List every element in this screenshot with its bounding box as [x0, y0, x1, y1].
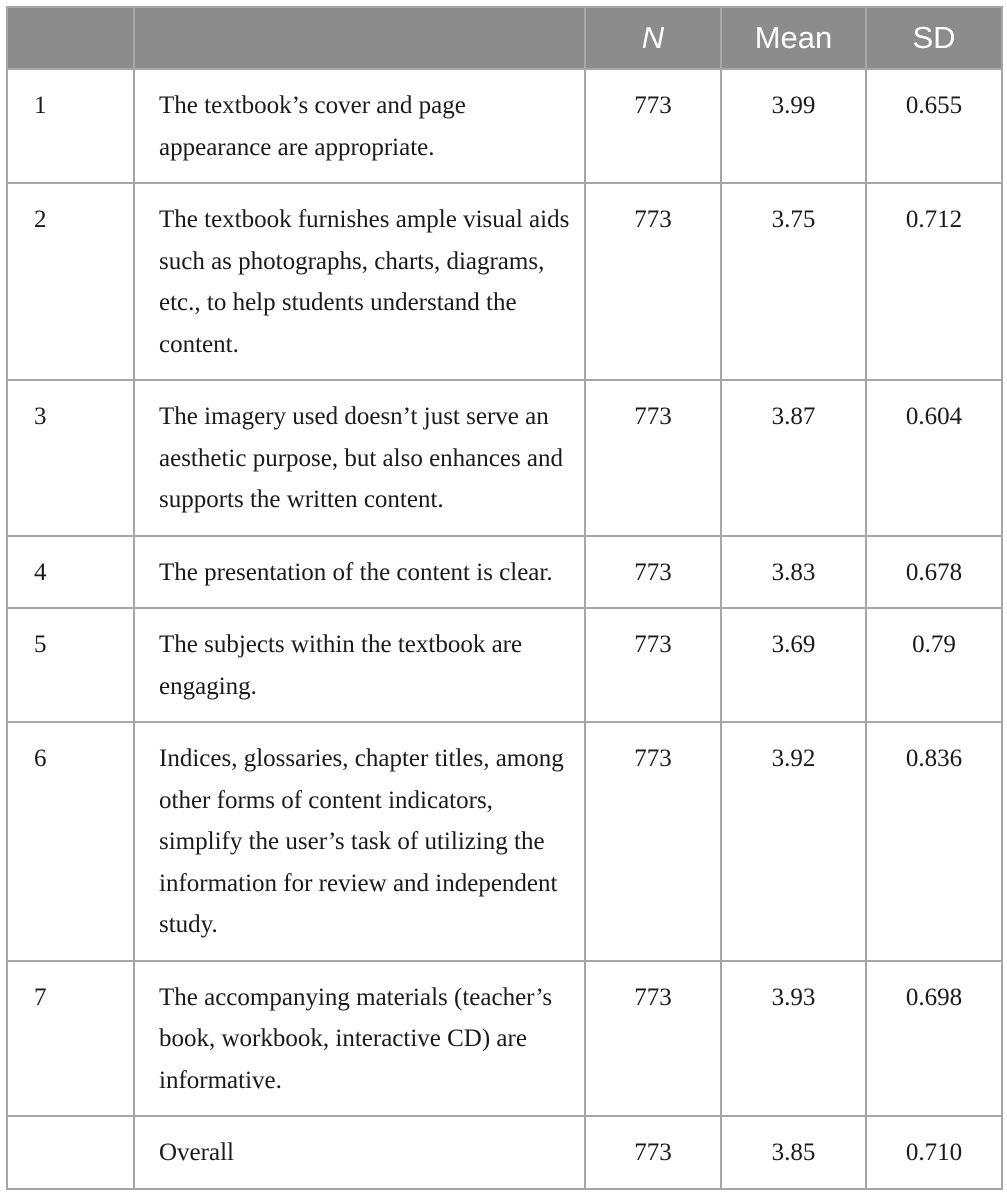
row-mean: 3.75: [721, 183, 866, 380]
table-row: [7, 608, 1002, 722]
row-number: [7, 1116, 134, 1189]
row-n: 773: [585, 608, 721, 722]
overall-row: [7, 1116, 1002, 1189]
row-n: 773: [585, 1116, 721, 1189]
row-number: 3: [7, 380, 134, 536]
row-n: 773: [585, 536, 721, 609]
header-sd: SD: [866, 7, 1002, 69]
row-sd: 0.836: [866, 722, 1002, 961]
table-row: [7, 536, 1002, 609]
table-row: [7, 961, 1002, 1117]
row-mean: 3.87: [721, 380, 866, 536]
row-sd: 0.655: [866, 69, 1002, 183]
row-number: 2: [7, 183, 134, 380]
header-mean: Mean: [721, 7, 866, 69]
row-mean: 3.85: [721, 1116, 866, 1189]
row-n: 773: [585, 961, 721, 1117]
row-item: The textbook furnishes ample visual aids such as photographs, charts, diagrams, etc., to help students understand the content.: [134, 183, 585, 380]
row-number: 5: [7, 608, 134, 722]
survey-results-table: [6, 6, 1003, 1190]
row-number: 6: [7, 722, 134, 961]
row-sd: 0.604: [866, 380, 1002, 536]
row-number: 1: [7, 69, 134, 183]
row-mean: 3.69: [721, 608, 866, 722]
row-n: 773: [585, 380, 721, 536]
row-item: The imagery used doesn’t just serve an aesthetic purpose, but also enhances and supports the written content.: [134, 380, 585, 536]
header-n: N: [585, 7, 721, 69]
header-number-column: [7, 7, 134, 69]
row-item: Indices, glossaries, chapter titles, among other forms of content indicators, simplify the user’s task of utilizing the information for review and independent study.: [134, 722, 585, 961]
row-number: 4: [7, 536, 134, 609]
header-item-column: [134, 7, 585, 69]
row-n: 773: [585, 69, 721, 183]
table-row: [7, 380, 1002, 536]
row-mean: 3.83: [721, 536, 866, 609]
header-row: [7, 7, 1002, 69]
row-item: Overall: [134, 1116, 585, 1189]
row-item: The presentation of the content is clear.: [134, 536, 585, 609]
row-mean: 3.92: [721, 722, 866, 961]
row-item: The textbook’s cover and page appearance are appropriate.: [134, 69, 585, 183]
row-sd: 0.698: [866, 961, 1002, 1117]
row-sd: 0.712: [866, 183, 1002, 380]
row-mean: 3.93: [721, 961, 866, 1117]
table-row: [7, 722, 1002, 961]
row-sd: 0.710: [866, 1116, 1002, 1189]
row-n: 773: [585, 183, 721, 380]
table-row: [7, 183, 1002, 380]
row-sd: 0.79: [866, 608, 1002, 722]
row-sd: 0.678: [866, 536, 1002, 609]
table-row: [7, 69, 1002, 183]
row-number: 7: [7, 961, 134, 1117]
row-n: 773: [585, 722, 721, 961]
row-mean: 3.99: [721, 69, 866, 183]
table-container: [6, 6, 1003, 1190]
row-item: The accompanying materials (teacher’s book, workbook, interactive CD) are informative.: [134, 961, 585, 1117]
row-item: The subjects within the textbook are engaging.: [134, 608, 585, 722]
